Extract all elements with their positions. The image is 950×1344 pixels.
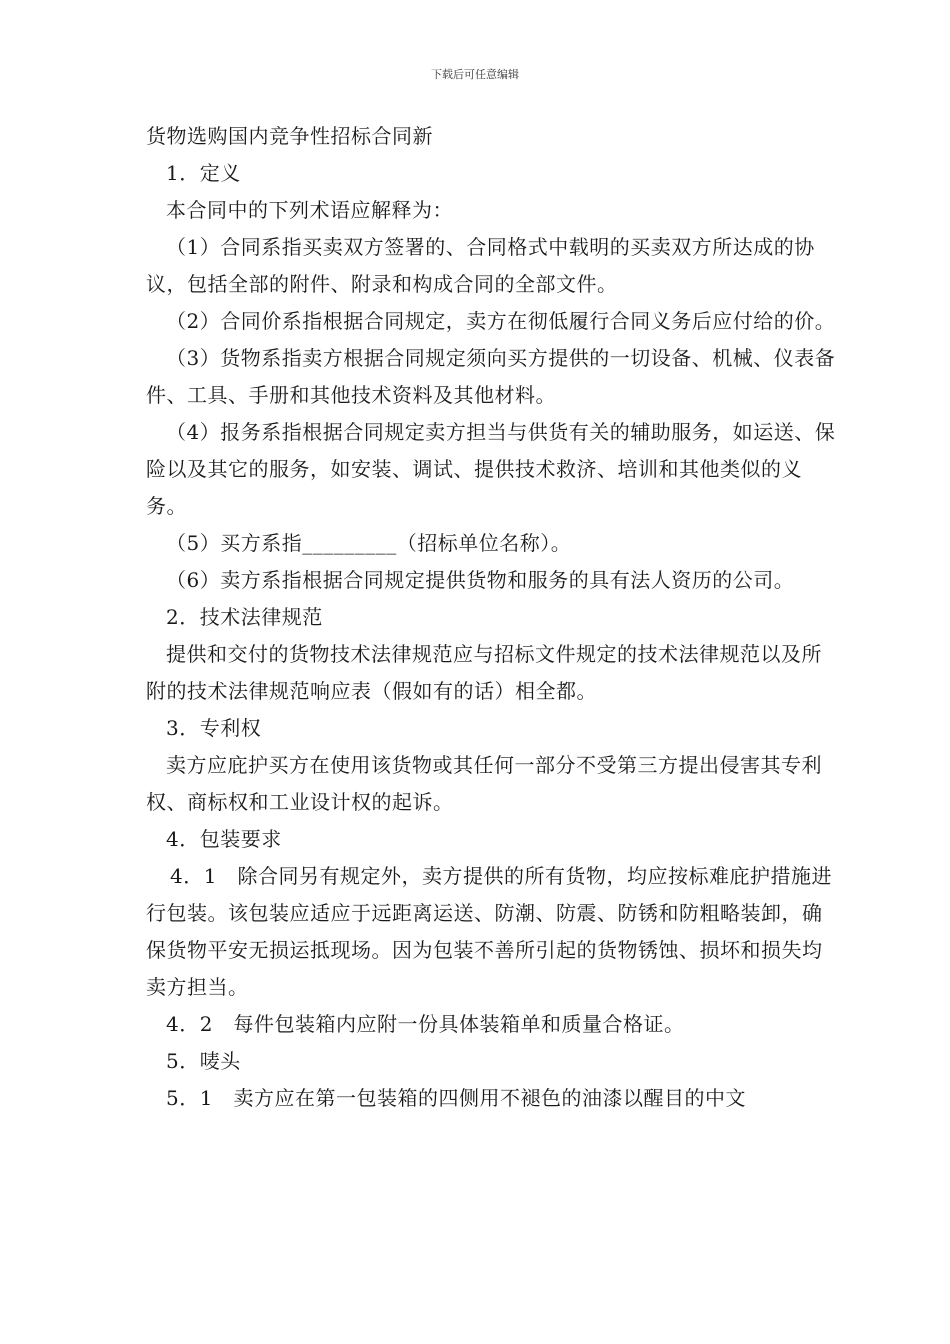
- section-heading: 1．定义: [166, 161, 241, 185]
- page-header: 下载后可任意编辑: [431, 68, 519, 81]
- section-heading: 2．技术法律规范: [166, 605, 323, 629]
- paragraph: 提供和交付的货物技术法律规范应与招标文件规定的技术法律规范以及所附的技术法律规范响应表（假如有的话）相全都。: [146, 642, 822, 703]
- paragraph: 4．2 每件包装箱内应附一份具体装箱单和质量合格证。: [166, 1012, 685, 1036]
- paragraph: （2）合同价系指根据合同规定，卖方在彻低履行合同义务后应付给的价。: [166, 309, 836, 333]
- paragraph: 本合同中的下列术语应解释为：: [166, 198, 453, 222]
- paragraph: （4）报务系指根据合同规定卖方担当与供货有关的辅助服务，如运送、保险以及其它的服务，如安装、调试、提供技术救济、培训和其他类似的义务。: [146, 420, 836, 518]
- paragraph: （1）合同系指买卖双方签署的、合同格式中载明的买卖双方所达成的协议，包括全部的附件、附录和构成合同的全部文件。: [146, 235, 815, 296]
- paragraph: （5）买方系指_________（招标单位名称）。: [166, 531, 572, 555]
- section-heading: 5．唛头: [166, 1049, 241, 1073]
- paragraph: （6）卖方系指根据合同规定提供货物和服务的具有法人资历的公司。: [166, 568, 795, 592]
- section-heading: 4．包装要求: [166, 827, 282, 851]
- document-title: 货物选购国内竞争性招标合同新: [146, 124, 433, 148]
- paragraph: 卖方应庇护买方在使用该货物或其任何一部分不受第三方提出侵害其专利权、商标权和工业设计权的起诉。: [146, 753, 822, 814]
- paragraph: 4．1 除合同另有规定外，卖方提供的所有货物，均应按标难庇护措施进行包装。该包装应适应于远距离运送、防潮、防震、防锈和防粗略装卸，确保货物平安无损运抵现场。因为包装不善所引起的货物锈蚀、损坏和损失均卖方担当。: [146, 864, 832, 999]
- paragraph: 5．1 卖方应在第一包装箱的四侧用不褪色的油漆以醒目的中文: [166, 1086, 746, 1110]
- document-body: [146, 118, 836, 1117]
- section-heading: 3．专利权: [166, 716, 262, 740]
- paragraph: （3）货物系指卖方根据合同规定须向买方提供的一切设备、机械、仪表备件、工具、手册和其他技术资料及其他材料。: [146, 346, 836, 407]
